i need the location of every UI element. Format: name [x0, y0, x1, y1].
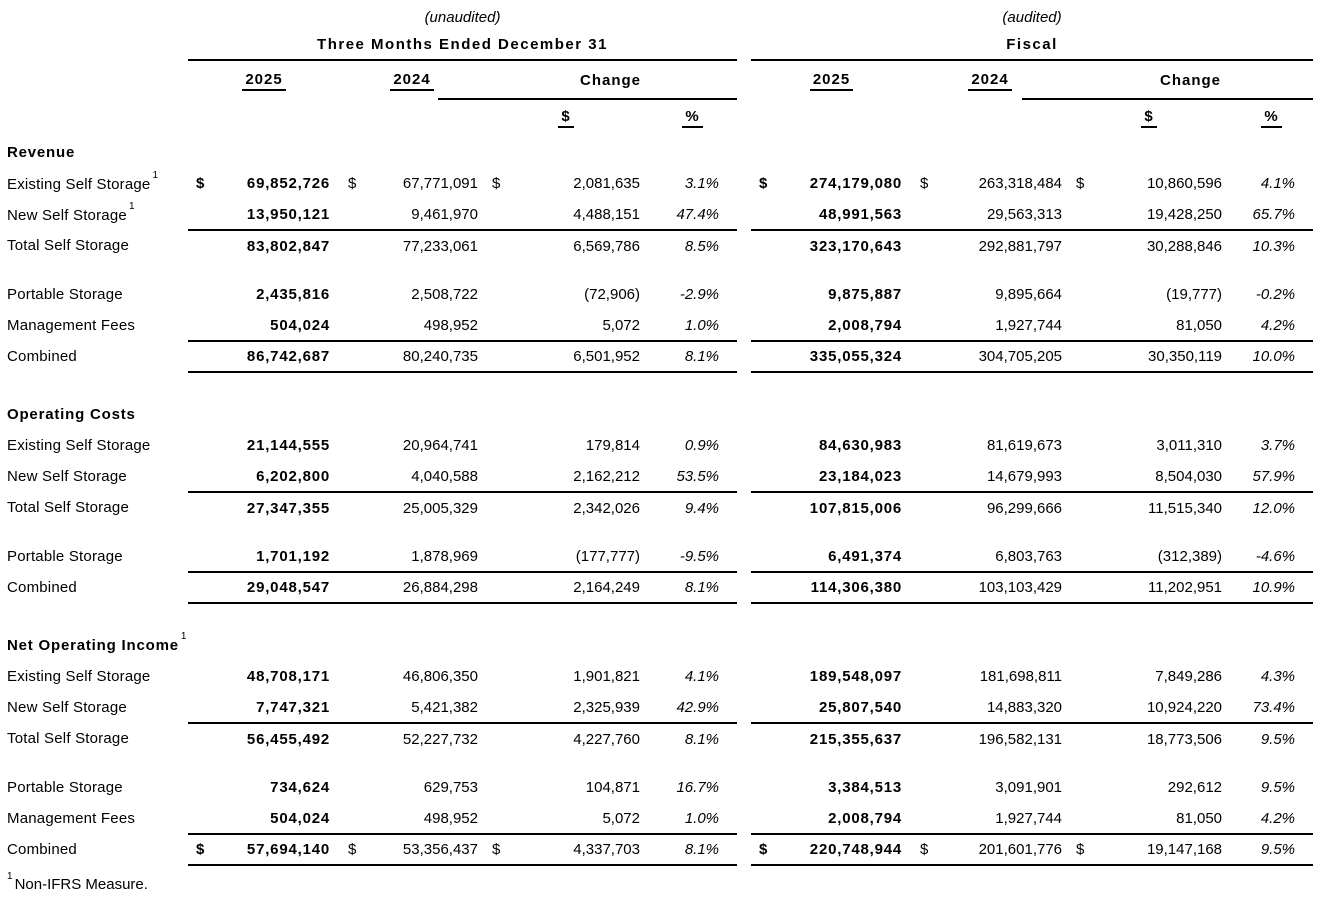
percent-cell: 10.0% [1230, 341, 1313, 372]
value-cell: 103,103,429 [912, 572, 1068, 603]
row-label: Portable Storage [7, 286, 123, 303]
section-spacer [7, 372, 1313, 398]
percent-cell: 4.2% [1230, 310, 1313, 341]
value-cell: 14,679,993 [912, 461, 1068, 492]
value-cell: 2,342,026 [573, 499, 640, 517]
financial-results-table [7, 4, 1313, 897]
col-header-q-dollar: $ [484, 100, 648, 136]
block-title-row [7, 30, 1313, 60]
row-label: Existing Self Storage [7, 437, 151, 454]
dollar-sign: $ [759, 175, 769, 192]
value-cell: 21,144,555 [246, 437, 330, 454]
value-cell: $ 53,356,437 [340, 834, 484, 865]
value-cell: 29,048,547 [188, 572, 340, 603]
value-cell: 27,347,355 [246, 499, 330, 517]
value-cell: (72,906) [584, 286, 640, 303]
value-cell: 1,927,744 [912, 803, 1068, 834]
percent-cell: 3.7% [1260, 437, 1296, 454]
percent-cell: 1.0% [648, 803, 737, 834]
value-cell: 30,288,846 [1146, 237, 1223, 255]
value-cell: 189,548,097 [809, 668, 903, 685]
quarter-block-title: Three Months Ended December 31 [188, 30, 737, 60]
value-cell: 292,612 [1167, 779, 1223, 796]
percent-cell: 3.1% [684, 175, 720, 192]
value-cell: 304,705,205 [912, 341, 1068, 372]
table-row [7, 199, 1313, 230]
row-label: Management Fees [7, 810, 136, 827]
percent-cell: 9.5% [1260, 779, 1296, 796]
value-cell: (312,389) [1068, 541, 1230, 572]
value-cell: 9,461,970 [340, 199, 484, 230]
value-cell: 179,814 [585, 437, 640, 454]
row-label: Total Self Storage [7, 730, 130, 747]
percent-cell: 16.7% [676, 779, 720, 796]
dollar-sign: $ [920, 175, 929, 192]
value-cell: 104,871 [585, 779, 640, 796]
percent-cell: 53.5% [648, 461, 737, 492]
value-cell: 96,299,666 [986, 499, 1063, 517]
value-cell: 2,008,794 [751, 310, 912, 341]
value-cell: 8,504,030 [1068, 461, 1230, 492]
value-cell: 11,202,951 [1068, 572, 1230, 603]
value-cell: 1,927,744 [912, 310, 1068, 341]
spacer-row [7, 261, 1313, 279]
value-cell: 56,455,492 [246, 730, 330, 748]
col-header-q-2024: 2024 [340, 60, 484, 100]
percent-cell: 0.9% [684, 437, 720, 454]
percent-cell: 9.4% [684, 499, 720, 517]
value-cell: $ 4,337,703 [484, 834, 648, 865]
value-cell: 629,753 [423, 779, 478, 796]
value-cell: 6,501,952 [484, 341, 648, 372]
row-label: Existing Self Storage [7, 668, 151, 685]
value-cell: 9,895,664 [995, 286, 1063, 303]
value-cell: 26,884,298 [340, 572, 484, 603]
percent-cell: 4.1% [1260, 175, 1296, 192]
value-cell: 80,240,735 [340, 341, 484, 372]
table-row [7, 430, 1313, 461]
value-cell: 81,619,673 [986, 437, 1063, 454]
table-row [7, 310, 1313, 341]
row-label: New Self Storage [7, 468, 127, 485]
year-header-row [7, 60, 1313, 100]
value-cell: 29,563,313 [912, 199, 1068, 230]
value-cell: 84,630,983 [818, 437, 903, 454]
percent-cell: 10.9% [1230, 572, 1313, 603]
table-row [7, 541, 1313, 572]
dollar-sign: $ [348, 175, 357, 192]
value-cell: 196,582,131 [978, 730, 1063, 748]
value-cell: 18,773,506 [1146, 730, 1223, 748]
value-cell: 14,883,320 [912, 692, 1068, 723]
value-cell: 25,807,540 [751, 692, 912, 723]
spacer-row [7, 754, 1313, 772]
value-cell: 3,091,901 [995, 779, 1063, 796]
percent-cell: 4.2% [1230, 803, 1313, 834]
percent-cell: 8.1% [684, 730, 720, 748]
table-row [7, 168, 1313, 199]
percent-cell: 9.5% [1230, 834, 1313, 865]
row-label: Combined [7, 841, 77, 858]
audited-note: (audited) [1002, 8, 1062, 26]
percent-cell: 9.5% [1260, 730, 1296, 748]
value-cell: 86,742,687 [188, 341, 340, 372]
col-header-f-2025: 2025 [751, 60, 912, 100]
percent-cell: 73.4% [1230, 692, 1313, 723]
fiscal-block-title: Fiscal [751, 30, 1313, 60]
spacer-row [7, 523, 1313, 541]
value-cell: 504,024 [188, 310, 340, 341]
row-label: Management Fees [7, 317, 136, 334]
value-cell: $ 67,771,091 [348, 175, 478, 192]
dollar-sign: $ [1076, 841, 1085, 858]
percent-cell: 47.4% [648, 199, 737, 230]
percent-cell: 57.9% [1230, 461, 1313, 492]
percent-cell: 4.3% [1260, 668, 1296, 685]
value-cell: 11,515,340 [1148, 499, 1223, 517]
value-cell: (19,777) [1166, 286, 1223, 303]
value-cell: $ 220,748,944 [751, 834, 912, 865]
value-cell: 23,184,023 [751, 461, 912, 492]
col-header-f-dollar: $ [1068, 100, 1230, 136]
value-cell: $ 201,601,776 [912, 834, 1068, 865]
value-cell: 498,952 [340, 803, 484, 834]
col-header-f-percent: % [1230, 100, 1313, 136]
value-cell: $ 19,147,168 [1068, 834, 1230, 865]
value-cell: $ 2,081,635 [492, 175, 640, 192]
unaudited-note: (unaudited) [424, 8, 501, 26]
value-cell: 181,698,811 [979, 668, 1063, 685]
value-cell: 52,227,732 [402, 730, 478, 748]
row-label: Total Self Storage [7, 237, 130, 254]
table-row [7, 279, 1313, 310]
value-cell: 7,747,321 [188, 692, 340, 723]
table-row [7, 341, 1313, 372]
percent-cell: 4.1% [684, 668, 720, 685]
footnote-row [7, 865, 1313, 897]
table-row [7, 834, 1313, 865]
table-row [7, 492, 1313, 523]
row-label: Portable Storage [7, 548, 123, 565]
row-label: New Self Storage$^1$ [7, 200, 135, 224]
value-cell: 1,701,192 [188, 541, 340, 572]
percent-cell: 8.1% [648, 572, 737, 603]
value-cell: 48,708,171 [246, 668, 330, 685]
percent-cell: 1.0% [648, 310, 737, 341]
footnote-marker: 1 [7, 871, 13, 882]
value-cell: 2,508,722 [411, 286, 478, 303]
value-cell: 215,355,637 [809, 730, 903, 748]
value-cell: 48,991,563 [751, 199, 912, 230]
percent-cell: -4.6% [1230, 541, 1313, 572]
section-title-revenue: Revenue [7, 144, 76, 161]
row-label: New Self Storage [7, 699, 127, 716]
table-row [7, 461, 1313, 492]
value-cell: 1,901,821 [573, 668, 640, 685]
percent-cell: 8.1% [648, 341, 737, 372]
value-cell: 2,008,794 [751, 803, 912, 834]
dollar-sign: $ [348, 841, 357, 858]
percent-cell: 10.3% [1252, 237, 1296, 255]
col-header-q-percent: % [648, 100, 737, 136]
audit-note-row [7, 4, 1313, 30]
col-header-f-change: Change [1068, 60, 1313, 100]
value-cell: 6,202,800 [188, 461, 340, 492]
row-label: Combined [7, 348, 77, 365]
percent-cell: -2.9% [679, 286, 720, 303]
section-title-operating-costs: Operating Costs [7, 406, 136, 423]
change-subheader-row [7, 100, 1313, 136]
value-cell: 6,803,763 [912, 541, 1068, 572]
percent-cell: -0.2% [1255, 286, 1296, 303]
value-cell: 5,421,382 [340, 692, 484, 723]
value-cell: 2,325,939 [484, 692, 648, 723]
dollar-sign: $ [920, 841, 929, 858]
percent-cell: 8.1% [648, 834, 737, 865]
value-cell: 7,849,286 [1155, 668, 1223, 685]
value-cell: 2,435,816 [256, 286, 330, 303]
dollar-sign: $ [492, 841, 501, 858]
value-cell: 114,306,380 [751, 572, 912, 603]
value-cell: 107,815,006 [809, 499, 903, 517]
value-cell: 5,072 [484, 803, 648, 834]
value-cell: $ 57,694,140 [188, 834, 340, 865]
table-row [7, 772, 1313, 803]
col-header-f-2024: 2024 [912, 60, 1068, 100]
value-cell: $ 274,179,080 [759, 175, 903, 192]
value-cell: 83,802,847 [246, 237, 330, 255]
dollar-sign: $ [759, 841, 769, 858]
value-cell: 498,952 [340, 310, 484, 341]
value-cell: 2,164,249 [484, 572, 648, 603]
row-label: Total Self Storage [7, 499, 130, 516]
table-row [7, 803, 1313, 834]
row-label: Existing Self Storage$^1$ [7, 169, 159, 193]
value-cell: 81,050 [1068, 310, 1230, 341]
col-header-q-change: Change [484, 60, 737, 100]
value-cell: 77,233,061 [402, 237, 478, 255]
value-cell: (177,777) [484, 541, 648, 572]
percent-cell: -9.5% [648, 541, 737, 572]
section-title-net-operating-income: Net Operating Income$^1$ [7, 631, 187, 654]
dollar-sign: $ [1076, 175, 1085, 192]
value-cell: 1,878,969 [340, 541, 484, 572]
value-cell: 25,005,329 [402, 499, 478, 517]
table-row [7, 692, 1313, 723]
percent-cell: 12.0% [1252, 499, 1296, 517]
row-label: Portable Storage [7, 779, 123, 796]
value-cell: 30,350,119 [1068, 341, 1230, 372]
value-cell: 13,950,121 [188, 199, 340, 230]
row-label: Combined [7, 579, 77, 596]
col-header-q-2025: 2025 [188, 60, 340, 100]
value-cell: $ 69,852,726 [196, 175, 330, 192]
value-cell: 9,875,887 [828, 286, 903, 303]
value-cell: 323,170,643 [809, 237, 903, 255]
value-cell: 81,050 [1068, 803, 1230, 834]
dollar-sign: $ [196, 175, 206, 192]
value-cell: 6,491,374 [751, 541, 912, 572]
percent-cell: 8.5% [684, 237, 720, 255]
table-row [7, 230, 1313, 261]
value-cell: 4,040,588 [340, 461, 484, 492]
value-cell: 4,227,760 [573, 730, 640, 748]
value-cell: 20,964,741 [402, 437, 478, 454]
value-cell: 10,924,220 [1068, 692, 1230, 723]
value-cell: 6,569,786 [573, 237, 640, 255]
value-cell: 734,624 [270, 779, 330, 796]
value-cell: 19,428,250 [1068, 199, 1230, 230]
percent-cell: 42.9% [648, 692, 737, 723]
dollar-sign: $ [492, 175, 501, 192]
table-row [7, 661, 1313, 692]
section-spacer [7, 603, 1313, 629]
table-row [7, 572, 1313, 603]
value-cell: 335,055,324 [751, 341, 912, 372]
value-cell: 292,881,797 [978, 237, 1063, 255]
value-cell: 2,162,212 [484, 461, 648, 492]
percent-cell: 65.7% [1230, 199, 1313, 230]
value-cell: 504,024 [188, 803, 340, 834]
table-row [7, 723, 1313, 754]
value-cell: 4,488,151 [484, 199, 648, 230]
value-cell: $ 10,860,596 [1076, 175, 1223, 192]
dollar-sign: $ [196, 841, 206, 858]
value-cell: 46,806,350 [402, 668, 478, 685]
value-cell: 3,011,310 [1156, 437, 1223, 454]
value-cell: 5,072 [484, 310, 648, 341]
footnote: $^1$ Non-IFRS Measure. [7, 871, 148, 893]
value-cell: 3,384,513 [828, 779, 903, 796]
value-cell: $ 263,318,484 [920, 175, 1063, 192]
